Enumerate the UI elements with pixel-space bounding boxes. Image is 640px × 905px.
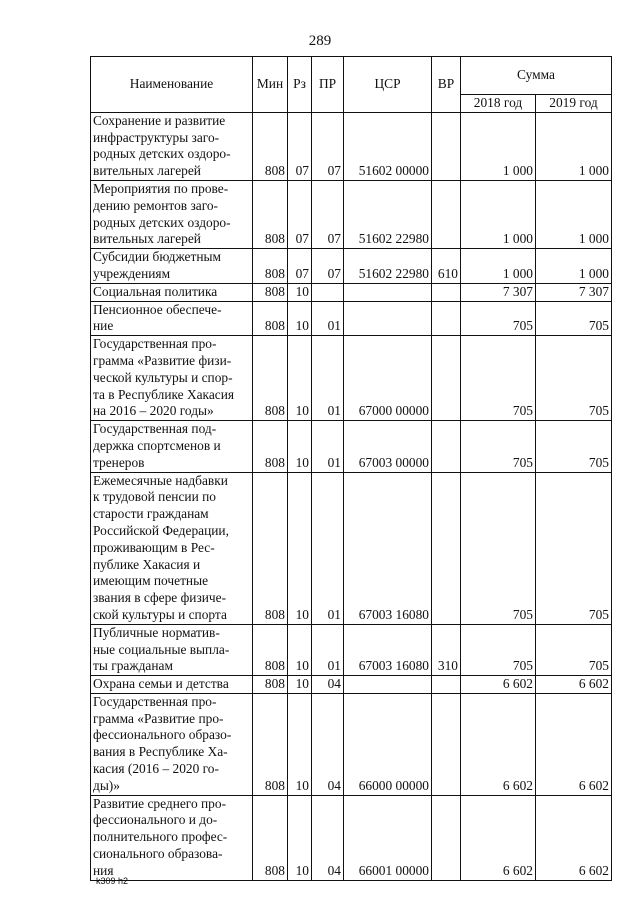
table-row [91,693,612,795]
row-name: Субсидии бюджетным учреждениям [91,249,253,284]
header-pr: ПР [312,57,344,113]
row-min: 808 [253,283,288,301]
row-pr: 07 [312,112,344,180]
row-name: Пенсионное обеспече- ние [91,301,253,336]
row-pr: 07 [312,249,344,284]
row-2018: 7 307 [461,283,536,301]
row-2019: 705 [536,472,612,624]
row-pr: 04 [312,693,344,795]
row-vr [432,693,461,795]
row-2019: 6 602 [536,795,612,880]
row-rz: 10 [288,472,312,624]
row-2018: 1 000 [461,112,536,180]
row-2019: 6 602 [536,693,612,795]
row-min: 808 [253,676,288,694]
header-vr: ВР [432,57,461,113]
row-rz: 10 [288,283,312,301]
header-sum: Сумма [461,57,612,95]
row-2019: 6 602 [536,676,612,694]
row-name: Социальная политика [91,283,253,301]
row-csr: 67003 16080 [344,472,432,624]
row-min: 808 [253,693,288,795]
table-row [91,472,612,624]
row-2018: 1 000 [461,249,536,284]
row-vr [432,421,461,472]
header-rz: Рз [288,57,312,113]
table-row [91,624,612,675]
row-2019: 705 [536,301,612,336]
row-min: 808 [253,180,288,248]
row-2018: 6 602 [461,693,536,795]
row-vr: 310 [432,624,461,675]
table-row [91,676,612,694]
budget-table [90,56,612,881]
row-2019: 705 [536,421,612,472]
row-pr: 01 [312,301,344,336]
row-rz: 07 [288,112,312,180]
table-row [91,283,612,301]
row-2019: 1 000 [536,180,612,248]
row-name: Государственная про- грамма «Развитие физи- ческой культуры и спор- та в Республике Хакасия на 2016 – 2020 годы» [91,336,253,421]
row-2018: 6 602 [461,676,536,694]
row-pr: 01 [312,421,344,472]
row-pr [312,283,344,301]
row-vr [432,472,461,624]
table-row [91,249,612,284]
row-csr: 51602 22980 [344,180,432,248]
row-min: 808 [253,112,288,180]
row-rz: 07 [288,180,312,248]
row-name: Государственная под- держка спортсменов и тренеров [91,421,253,472]
row-csr: 66000 00000 [344,693,432,795]
row-2018: 1 000 [461,180,536,248]
row-csr [344,676,432,694]
row-2018: 705 [461,472,536,624]
table-row [91,336,612,421]
row-rz: 10 [288,676,312,694]
table-row [91,112,612,180]
table-row [91,795,612,880]
row-rz: 10 [288,795,312,880]
row-pr: 04 [312,676,344,694]
row-vr [432,336,461,421]
row-csr: 51602 22980 [344,249,432,284]
footer-code: k309 h2 [96,876,129,886]
row-2018: 705 [461,624,536,675]
row-pr: 01 [312,624,344,675]
row-vr [432,112,461,180]
row-pr: 01 [312,336,344,421]
row-vr [432,795,461,880]
row-name: Мероприятия по прове- дению ремонтов заго- родных детских оздоро- вительных лагерей [91,180,253,248]
table-row [91,421,612,472]
table-row [91,301,612,336]
row-min: 808 [253,624,288,675]
row-name: Ежемесячные надбавки к трудовой пенсии по старости гражданам Российской Федерации, проживающим в Рес- публике Хакасия и имеющим почетные звания в сфере физиче- ской культуры и спорта [91,472,253,624]
row-pr: 04 [312,795,344,880]
row-vr [432,283,461,301]
row-pr: 01 [312,472,344,624]
row-min: 808 [253,336,288,421]
row-2019: 1 000 [536,112,612,180]
row-csr [344,301,432,336]
row-rz: 10 [288,693,312,795]
row-name: Публичные норматив- ные социальные выпла- ты гражданам [91,624,253,675]
row-2019: 1 000 [536,249,612,284]
row-2018: 705 [461,421,536,472]
row-vr [432,301,461,336]
row-2018: 705 [461,336,536,421]
row-rz: 10 [288,336,312,421]
table-row [91,180,612,248]
row-rz: 07 [288,249,312,284]
row-name: Государственная про- грамма «Развитие про- фессионального образо- вания в Республике Ха- касия (2016 – 2020 го- ды)» [91,693,253,795]
row-min: 808 [253,421,288,472]
row-csr: 67003 16080 [344,624,432,675]
row-csr [344,283,432,301]
row-rz: 10 [288,421,312,472]
row-min: 808 [253,249,288,284]
row-csr: 51602 00000 [344,112,432,180]
row-2018: 705 [461,301,536,336]
row-min: 808 [253,472,288,624]
page-number: 289 [308,33,332,49]
row-vr: 610 [432,249,461,284]
row-pr: 07 [312,180,344,248]
row-rz: 10 [288,301,312,336]
row-2019: 7 307 [536,283,612,301]
row-csr: 67003 00000 [344,421,432,472]
row-min: 808 [253,301,288,336]
header-min: Мин [253,57,288,113]
row-2019: 705 [536,624,612,675]
row-csr: 67000 00000 [344,336,432,421]
row-2019: 705 [536,336,612,421]
row-rz: 10 [288,624,312,675]
row-name: Развитие среднего про- фессионального и до- полнительного профес- сионального образова- ния [91,795,253,880]
row-vr [432,180,461,248]
row-2018: 6 602 [461,795,536,880]
row-name: Охрана семьи и детства [91,676,253,694]
header-name: Наименование [91,57,253,113]
header-2018: 2018 год [461,95,536,113]
header-csr: ЦСР [344,57,432,113]
row-csr: 66001 00000 [344,795,432,880]
row-min: 808 [253,795,288,880]
row-vr [432,676,461,694]
header-2019: 2019 год [536,95,612,113]
row-name: Сохранение и развитие инфраструктуры заго- родных детских оздоро- вительных лагерей [91,112,253,180]
